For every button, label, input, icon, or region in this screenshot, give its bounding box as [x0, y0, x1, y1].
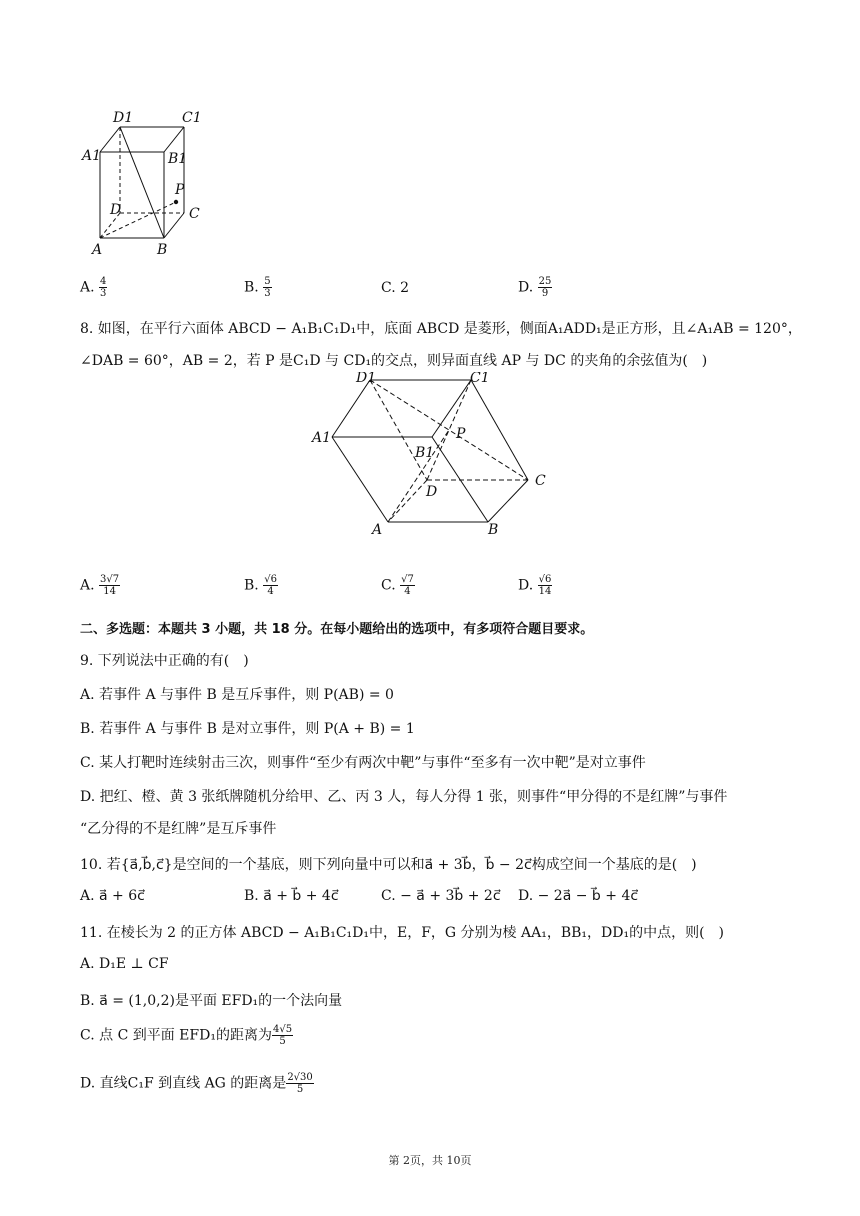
parallelepiped-figure [305, 372, 555, 537]
q9-option-a: A. 若事件 A 与事件 B 是互斥事件，则 P(AB) = 0 [80, 687, 394, 703]
label2-C1: C1 [470, 372, 490, 386]
label-C1: C1 [182, 110, 202, 126]
label2-D: D [426, 484, 438, 500]
q11-option-d: D. 直线C₁F 到直线 AG 的距离是 $\frac{2√30}{5}$ [80, 1072, 313, 1095]
q8-line-1: 8. 如图，在平行六面体 ABCD − A₁B₁C₁D₁中，底面 ABCD 是菱形，侧面A₁ADD₁是正方形，且∠A₁AB = 120°， [80, 321, 802, 337]
label-B: B [157, 242, 168, 258]
label-D1: D1 [113, 110, 134, 126]
label-C: C [189, 206, 200, 222]
q9-option-c: C. 某人打靶时连续射击三次，则事件“至少有两次中靶”与事件“至多有一次中靶”是对立事件 [80, 755, 646, 771]
label-B1: B1 [168, 151, 188, 167]
label-D: D [110, 202, 122, 218]
q8-line-2: ∠DAB = 60°，AB = 2，若 P 是C₁D 与 CD₁的交点，则异面直线 AP 与 DC 的夹角的余弦值为( ) [80, 353, 708, 369]
section-heading: 二、多选题：本题共 3 小题，共 18 分。在每小题给出的选项中，有多项符合题目要求。 [80, 622, 594, 637]
q11-option-c: C. 点 C 到平面 EFD₁的距离为 $\frac{4√5}{5}$ [80, 1024, 293, 1047]
q9-stem: 9. 下列说法中正确的有( ) [80, 653, 249, 669]
q10-stem: 10. 若{a⃗,b⃗,c⃗}是空间的一个基底，则下列向量中可以和a⃗ + 3b⃗，b⃗ − 2c⃗构成空间一个基底的是( ) [80, 857, 697, 873]
q7-option-a: A. $\frac{4}{3}$ [80, 276, 107, 299]
q10-option-d: D. − 2a⃗ − b⃗ + 4c⃗ [518, 888, 639, 904]
label2-A1: A1 [312, 430, 332, 446]
q7-option-b: B. $\frac{5}{3}$ [244, 276, 271, 299]
label-A: A [92, 242, 103, 258]
label2-B1: B1 [415, 445, 435, 461]
label2-A: A [372, 522, 383, 537]
q10-option-b: B. a⃗ + b⃗ + 4c⃗ [244, 888, 339, 904]
label2-C: C [535, 473, 546, 489]
label2-B: B [488, 522, 499, 537]
q11-option-b: B. a⃗ = (1,0,2)是平面 EFD₁的一个法向量 [80, 993, 343, 1009]
q7-option-c: C. 2 [381, 280, 410, 296]
label-P: P [175, 182, 185, 198]
q10-option-a: A. a⃗ + 6c⃗ [80, 888, 145, 904]
label2-P: P [456, 426, 466, 442]
q11-stem: 11. 在棱长为 2 的正方体 ABCD − A₁B₁C₁D₁中，E，F，G 分别为棱 AA₁，BB₁，DD₁的中点，则( ) [80, 925, 725, 941]
q8-option-b: B. $\frac{√6}{4}$ [244, 574, 277, 597]
q8-option-d: D. $\frac{√6}{14}$ [518, 574, 552, 597]
q10-option-c: C. − a⃗ + 3b⃗ + 2c⃗ [381, 888, 501, 904]
q9-option-d-line2: “乙分得的不是红牌”是互斥事件 [80, 821, 277, 837]
q11-option-a: A. D₁E ⊥ CF [80, 956, 169, 972]
q9-option-b: B. 若事件 A 与事件 B 是对立事件，则 P(A + B) = 1 [80, 721, 415, 737]
q7-option-d: D. $\frac{25}{9}$ [518, 276, 552, 299]
q8-option-a: A. $\frac{3√7}{14}$ [80, 574, 120, 597]
cube-figure [80, 105, 210, 260]
label2-D1: D1 [356, 372, 377, 386]
q8-option-c: C. $\frac{√7}{4}$ [381, 574, 414, 597]
q9-option-d-line1: D. 把红、橙、黄 3 张纸牌随机分给甲、乙、丙 3 人，每人分得 1 张，则事件“甲分得的不是红牌”与事件 [80, 789, 728, 805]
page-footer: 第 2页，共 10页 [388, 1154, 472, 1167]
label-A1: A1 [82, 148, 102, 164]
